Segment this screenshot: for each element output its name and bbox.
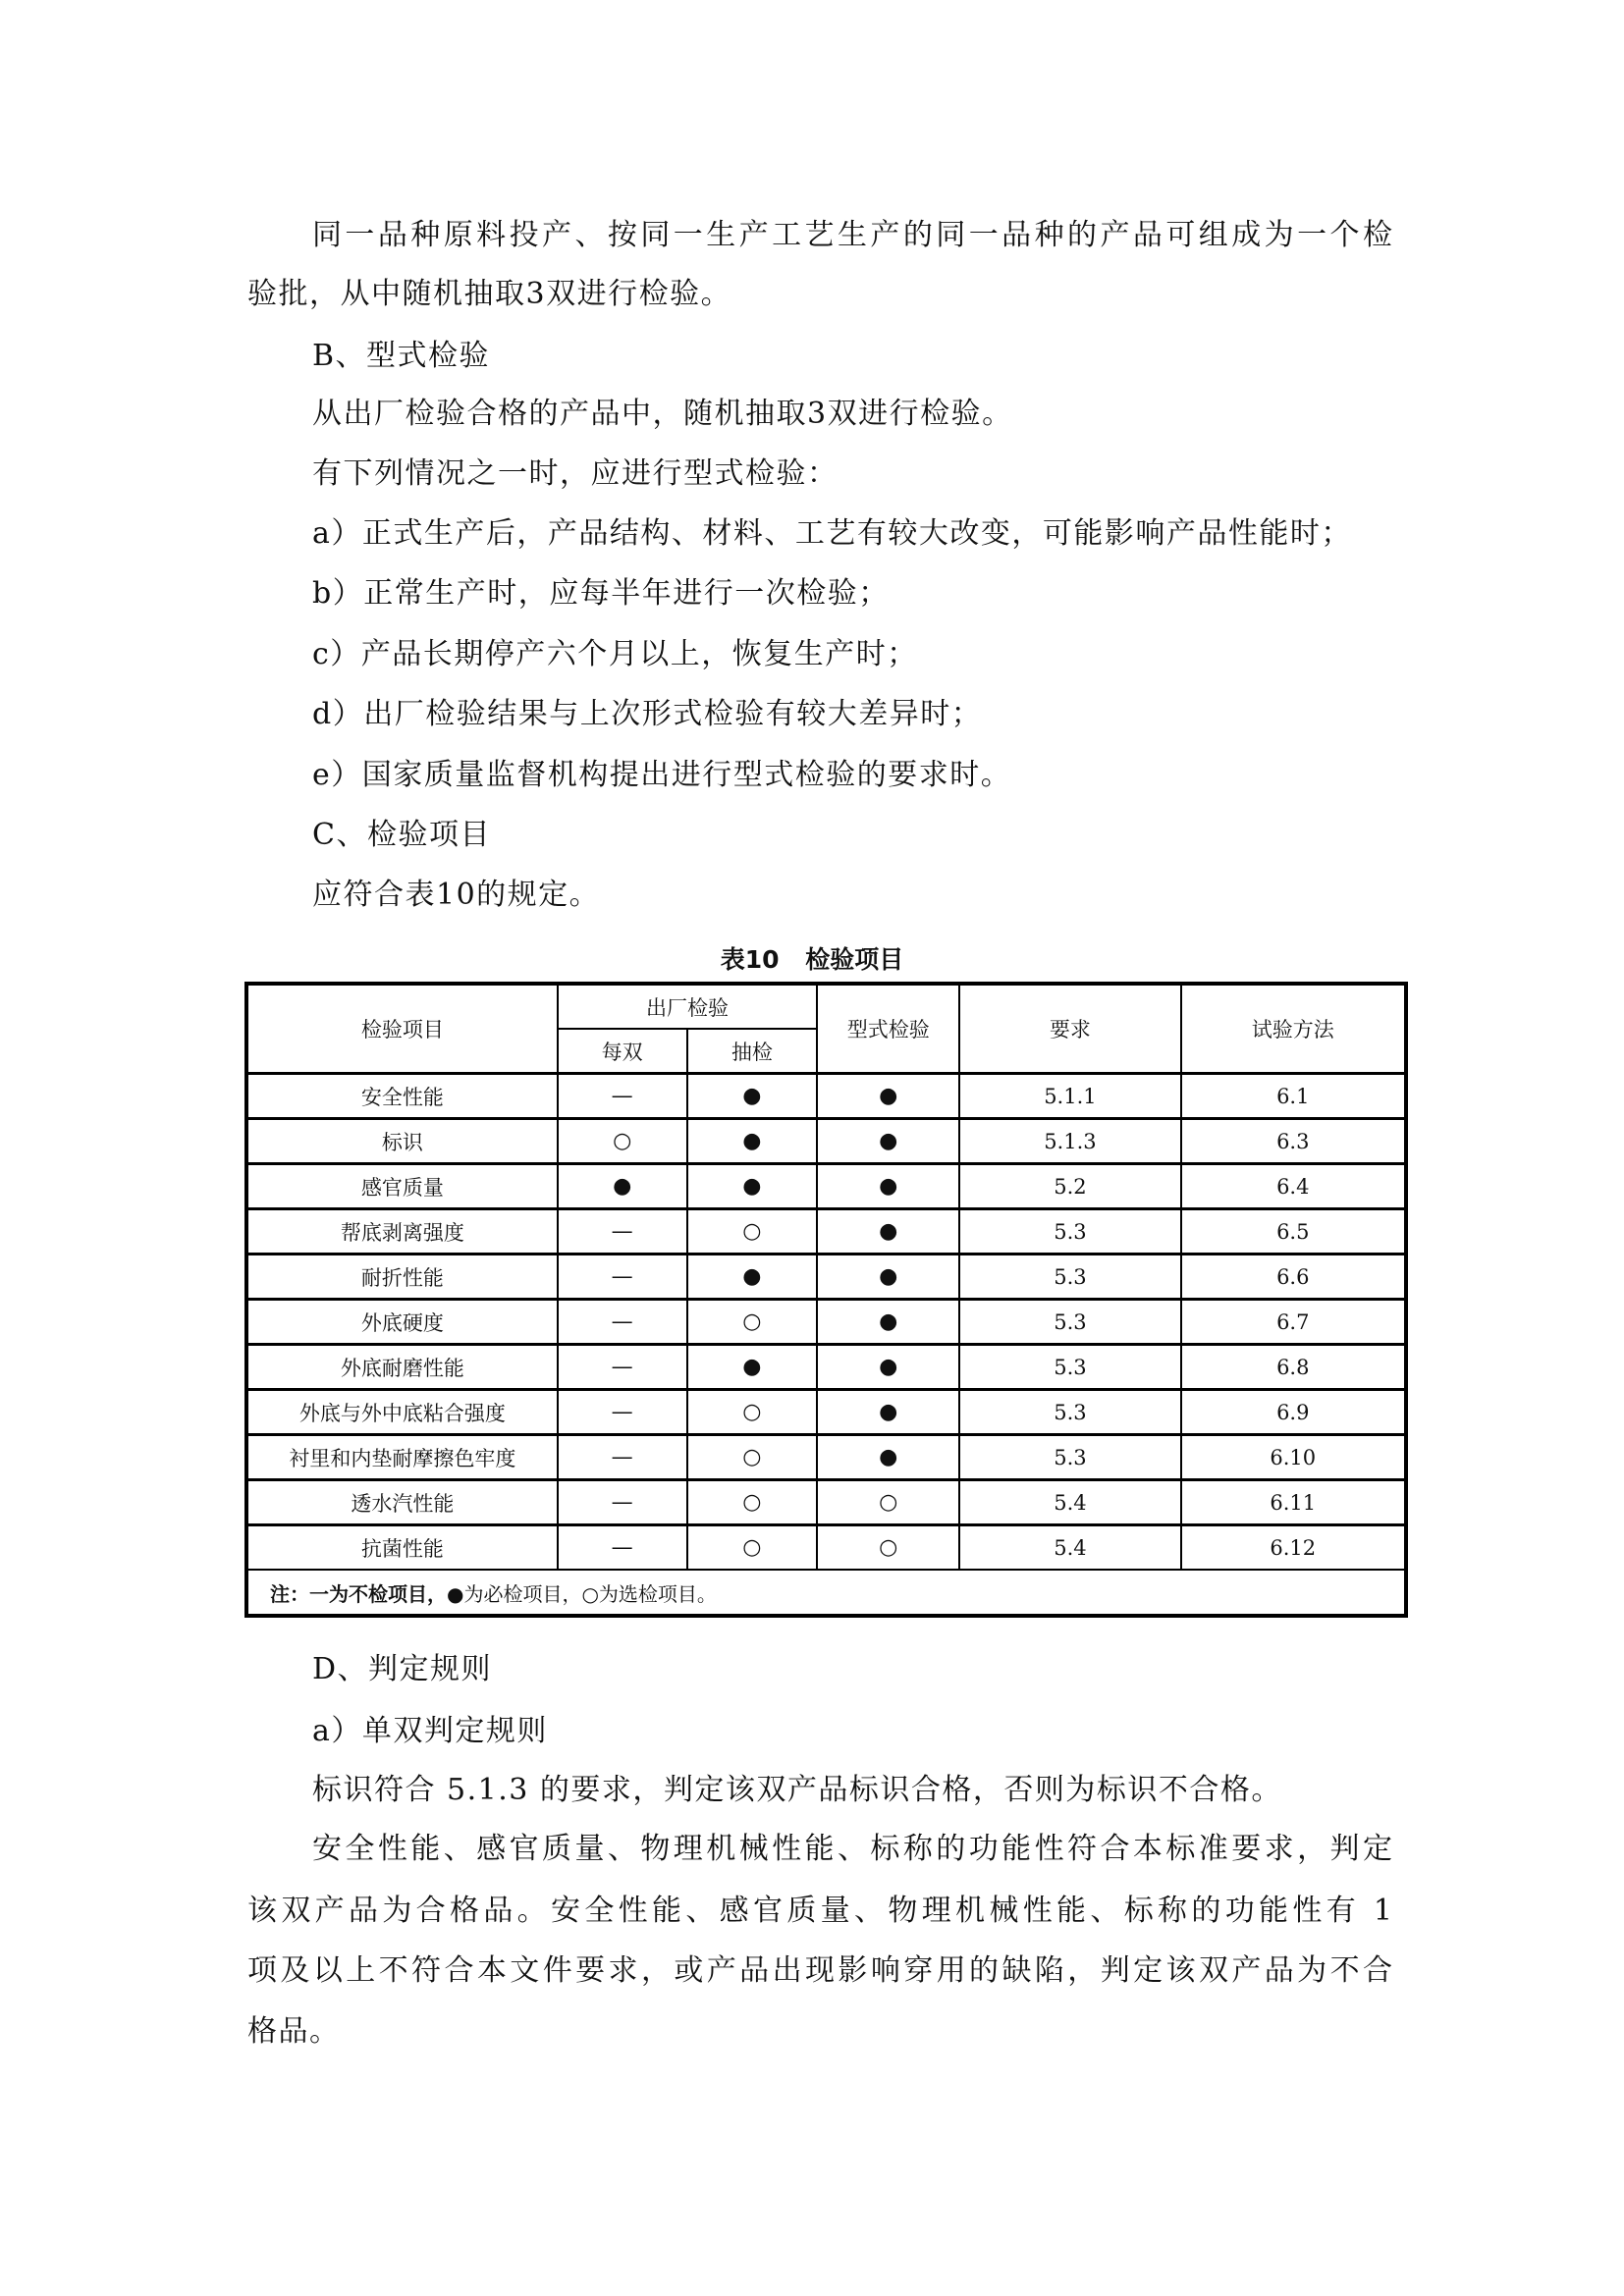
cell-item: 外底耐磨性能 [246, 1345, 558, 1390]
cell-type-test: ● [817, 1435, 959, 1480]
cell-requirement: 5.2 [959, 1164, 1180, 1209]
cell-method: 6.7 [1181, 1300, 1406, 1345]
inspection-table [244, 982, 1408, 1618]
cell-type-test: ● [817, 1255, 959, 1300]
cell-method: 6.12 [1181, 1525, 1406, 1571]
note-bold: 注：一为不检项目， [270, 1581, 447, 1606]
cell-item: 外底与外中底粘合强度 [246, 1390, 558, 1435]
cell-sampling: ○ [687, 1435, 818, 1480]
table-row [246, 1300, 1406, 1345]
paragraph-line: 项及以上不符合本文件要求，或产品出现影响穿用的缺陷，判定该双产品为不合 [247, 1953, 1392, 1988]
cell-sampling: ○ [687, 1525, 818, 1571]
paragraph-line: c）产品长期停产六个月以上，恢复生产时； [312, 637, 918, 671]
cell-item: 安全性能 [246, 1074, 558, 1119]
cell-method: 6.4 [1181, 1164, 1406, 1209]
cell-method: 6.1 [1181, 1074, 1406, 1119]
header-sampling: 抽检 [687, 1029, 818, 1074]
cell-per-pair: ● [558, 1164, 687, 1209]
header-factory-inspection: 出厂检验 [558, 984, 817, 1029]
header-per-pair: 每双 [558, 1029, 687, 1074]
cell-item: 衬里和内垫耐摩擦色牢度 [246, 1435, 558, 1480]
cell-method: 6.6 [1181, 1255, 1406, 1300]
cell-per-pair: — [558, 1525, 687, 1571]
note-text: ●为必检项目，○为选检项目。 [447, 1581, 717, 1606]
paragraph-line: d）出厂检验结果与上次形式检验有较大差异时； [312, 697, 983, 731]
cell-item: 透水汽性能 [246, 1480, 558, 1525]
paragraph-line: 该双产品为合格品。安全性能、感官质量、物理机械性能、标称的功能性有 1 [247, 1894, 1392, 1928]
paragraph-line: e）国家质量监督机构提出进行型式检验的要求时。 [312, 758, 1012, 792]
paragraph-line: b）正常生产时，应每半年进行一次检验； [312, 576, 890, 611]
table-row [246, 1525, 1406, 1571]
cell-item: 标识 [246, 1119, 558, 1164]
cell-type-test: ● [817, 1300, 959, 1345]
paragraph-line: B、型式检验 [312, 339, 491, 373]
cell-per-pair: — [558, 1074, 687, 1119]
cell-type-test: ● [817, 1209, 959, 1255]
cell-method: 6.5 [1181, 1209, 1406, 1255]
header-method: 试验方法 [1181, 984, 1406, 1074]
cell-requirement: 5.3 [959, 1345, 1180, 1390]
cell-per-pair: — [558, 1480, 687, 1525]
header-type-test: 型式检验 [817, 984, 959, 1074]
cell-item: 帮底剥离强度 [246, 1209, 558, 1255]
cell-item: 抗菌性能 [246, 1525, 558, 1571]
cell-sampling: ○ [687, 1390, 818, 1435]
cell-per-pair: — [558, 1209, 687, 1255]
header-requirement: 要求 [959, 984, 1180, 1074]
cell-sampling: ● [687, 1119, 818, 1164]
paragraph-line: 有下列情况之一时，应进行型式检验： [312, 456, 839, 491]
cell-sampling: ○ [687, 1209, 818, 1255]
cell-type-test: ○ [817, 1525, 959, 1571]
cell-type-test: ● [817, 1164, 959, 1209]
cell-item: 外底硬度 [246, 1300, 558, 1345]
table-row [246, 1119, 1406, 1164]
paragraph-line: D、判定规则 [312, 1652, 493, 1686]
cell-requirement: 5.4 [959, 1480, 1180, 1525]
cell-per-pair: ○ [558, 1119, 687, 1164]
cell-requirement: 5.3 [959, 1390, 1180, 1435]
cell-per-pair: — [558, 1435, 687, 1480]
table-row [246, 1435, 1406, 1480]
table-row [246, 1164, 1406, 1209]
cell-requirement: 5.3 [959, 1435, 1180, 1480]
paragraph-line: a）正式生产后，产品结构、材料、工艺有较大改变，可能影响产品性能时； [312, 516, 1352, 551]
paragraph-line: 同一品种原料投产、按同一生产工艺生产的同一品种的产品可组成为一个检 [312, 218, 1392, 252]
paragraph-line: 格品。 [247, 2014, 341, 2049]
paragraph-line: 安全性能、感官质量、物理机械性能、标称的功能性符合本标准要求，判定 [312, 1832, 1392, 1866]
cell-requirement: 5.3 [959, 1300, 1180, 1345]
cell-method: 6.3 [1181, 1119, 1406, 1164]
header-item: 检验项目 [246, 984, 558, 1074]
table-row [246, 1255, 1406, 1300]
cell-requirement: 5.3 [959, 1255, 1180, 1300]
cell-method: 6.8 [1181, 1345, 1406, 1390]
cell-item: 耐折性能 [246, 1255, 558, 1300]
cell-sampling: ○ [687, 1300, 818, 1345]
paragraph-line: 标识符合 5.1.3 的要求，判定该双产品标识合格，否则为标识不合格。 [312, 1773, 1282, 1807]
cell-requirement: 5.1.1 [959, 1074, 1180, 1119]
paragraph-line: 从出厂检验合格的产品中，随机抽取3双进行检验。 [312, 397, 1013, 431]
paragraph-line: C、检验项目 [312, 818, 491, 852]
cell-type-test: ● [817, 1390, 959, 1435]
table-row [246, 1480, 1406, 1525]
cell-item: 感官质量 [246, 1164, 558, 1209]
cell-sampling: ● [687, 1345, 818, 1390]
cell-requirement: 5.1.3 [959, 1119, 1180, 1164]
table-caption: 表10 检验项目 [720, 945, 904, 974]
cell-type-test: ● [817, 1345, 959, 1390]
cell-sampling: ● [687, 1074, 818, 1119]
cell-sampling: ● [687, 1164, 818, 1209]
table-row [246, 1074, 1406, 1119]
cell-sampling: ● [687, 1255, 818, 1300]
cell-type-test: ● [817, 1119, 959, 1164]
cell-type-test: ● [817, 1074, 959, 1119]
cell-requirement: 5.3 [959, 1209, 1180, 1255]
cell-per-pair: — [558, 1345, 687, 1390]
table-row [246, 1209, 1406, 1255]
cell-method: 6.10 [1181, 1435, 1406, 1480]
cell-type-test: ○ [817, 1480, 959, 1525]
cell-per-pair: — [558, 1255, 687, 1300]
cell-requirement: 5.4 [959, 1525, 1180, 1571]
cell-method: 6.11 [1181, 1480, 1406, 1525]
cell-method: 6.9 [1181, 1390, 1406, 1435]
paragraph-line: 应符合表10的规定。 [312, 878, 601, 912]
paragraph-line: 验批，从中随机抽取3双进行检验。 [247, 277, 732, 311]
cell-per-pair: — [558, 1390, 687, 1435]
paragraph-line: a）单双判定规则 [312, 1714, 548, 1748]
cell-sampling: ○ [687, 1480, 818, 1525]
table-note [246, 1570, 1406, 1616]
table-row [246, 1345, 1406, 1390]
cell-per-pair: — [558, 1300, 687, 1345]
table-row [246, 1390, 1406, 1435]
